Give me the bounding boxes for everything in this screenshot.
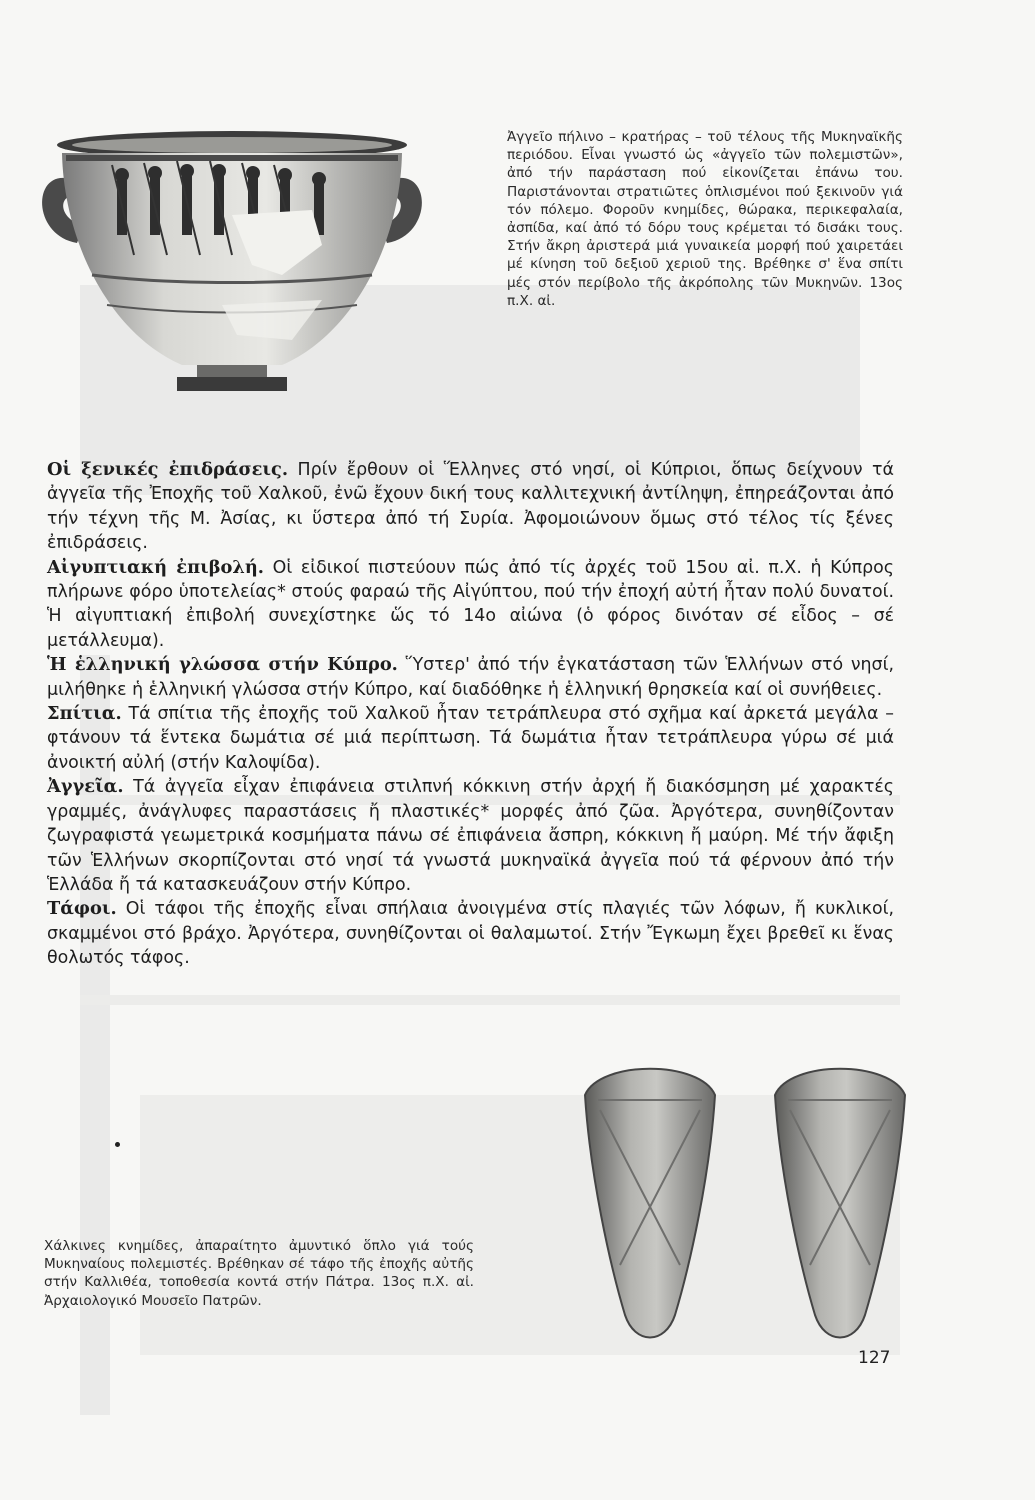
- section-houses: [47, 702, 894, 775]
- warrior-vase-photo: [22, 125, 442, 405]
- greaves-caption-text: Χάλκινες κνημίδες, ἀπαραίτητο ἀμυντικό ὅπλο γιά τούς Μυκηναίους πολεμιστές. Βρέθηκαν σέ τάφο τῆς ἐποχῆς αὐτῆς στήν Καλλιθέα, τοποθεσία κοντά στήν Πάτρα. 13ος π.Χ. αἰ. Ἀρχαιολογικό Μουσεῖο Πατρῶν.: [44, 1238, 474, 1309]
- section-egyptian-rule: [47, 556, 894, 654]
- section-heading: Ἡ ἑλληνική γλώσσα στήν Κύπρο.: [47, 654, 398, 676]
- section-text: Οἱ εἰδικοί πιστεύουν πώς ἀπό τίς ἀρχές τοῦ 15ου αἰ. π.Χ. ἡ Κύπρος πλήρωνε φόρο ὑποτελείας* στούς φαραώ τῆς Αἰγύπτου, πού τήν ἐποχή αὐτή ἦταν πολύ δυνατοί. Ἡ αἰγυπτιακή ἐπιβολή συνεχίστηκε ὥς τό 14ο αἰώνα (ὁ φόρος δινόταν σέ εἶδος – σέ μετάλλευμα).: [47, 557, 894, 651]
- bronze-greaves-photo: [570, 1055, 910, 1355]
- section-text: Τά σπίτια τῆς ἐποχῆς τοῦ Χαλκοῦ ἦταν τετράπλευρα στό σχῆμα καί ἀρκετά μεγάλα – φτάνουν τά ἕντεκα δωμάτια σέ μιά περίπτωση. Τά δωμάτια ἦταν τετράπλευρα γύρω σέ μιά ἀνοικτή αὐλή (στήν Καλοψίδα).: [47, 704, 894, 773]
- section-text: Ὕστερ' ἀπό τήν ἐγκατάσταση τῶν Ἑλλήνων στό νησί, μιλήθηκε ἡ ἑλληνική γλώσσα στήν Κύπρο, καί διαδόθηκε ἡ ἑλληνική θρησκεία καί οἱ συνήθειες.: [47, 655, 894, 700]
- section-heading: Σπίτια.: [47, 703, 122, 725]
- section-foreign-influences: [47, 458, 894, 556]
- section-text: Πρίν ἔρθουν οἱ Ἕλληνες στό νησί, οἱ Κύπριοι, ὅπως δείχνουν τά ἀγγεῖα τῆς Ἐποχῆς τοῦ Χαλκοῦ, ἐνῶ ἔχουν δική τους καλλιτεχνική ἀντίληψη, ἐπηρεάζονται ἀπό τήν τέχνη τῆς Μ. Ἀσίας, κι ὕστερα ἀπό τή Συρία. Ἀφομοιώνουν ὅμως στό τέλος τίς ξένες ἐπιδράσεις.: [47, 460, 894, 554]
- section-text: Τά ἀγγεῖα εἶχαν ἐπιφάνεια στιλπνή κόκκινη στήν ἀρχή ἤ διακόσμηση μέ χαρακτές γραμμές, ἀνάγλυφες παραστάσεις ἤ πλαστικές* μορφές ἀπό ζῶα. Ἀργότερα, συνηθίζονταν ζωγραφιστά γεωμετρικά κοσμήματα πάνω σέ ἐπιφάνεια ἄσπρη, κόκκινη ἤ μαύρη. Μέ τήν ἄφιξη τῶν Ἑλλήνων σκορπίζονται στό νησί τά γνωστά μυκηναϊκά ἀγγεῖα πού τά φέρνουν ἀπό τήν Ἑλλάδα ἤ τά κατασκευάζουν στήν Κύπρο.: [47, 777, 894, 895]
- section-heading: Ἀγγεῖα.: [47, 776, 124, 798]
- section-heading: Τάφοι.: [47, 898, 117, 920]
- greaves-caption: [44, 1237, 474, 1310]
- section-vessels: [47, 775, 894, 897]
- stray-dot: [115, 1142, 120, 1147]
- section-text: Οἱ τάφοι τῆς ἐποχῆς εἶναι σπήλαια ἀνοιγμένα στίς πλαγιές τῶν λόφων, ἤ κυκλικοί, σκαμμένοι στό βράχο. Ἀργότερα, συνηθίζονται οἱ θαλαμωτοί. Στήν Ἔγκωμη ἔχει βρεθεῖ κι ἕνας θολωτός τάφος.: [47, 899, 894, 969]
- section-heading: Οἱ ξενικές ἐπιδράσεις.: [47, 459, 289, 480]
- vase-caption: [507, 128, 903, 310]
- main-text: [47, 458, 894, 971]
- greave-left: [585, 1069, 715, 1338]
- greave-right: [775, 1069, 905, 1338]
- page-number: 127: [858, 1348, 891, 1368]
- section-greek-language: [47, 653, 894, 702]
- section-tombs: [47, 897, 894, 970]
- section-heading: Αἰγυπτιακή ἐπιβολή.: [47, 556, 264, 578]
- vase-caption-text: Ἀγγεῖο πήλινο – κρατήρας – τοῦ τέλους τῆς Μυκηναϊκῆς περιόδου. Εἶναι γνωστό ὡς «ἀγγεῖο τῶν πολεμιστῶν», ἀπό τήν παράσταση πού εἰκονίζεται ἐπάνω του. Παριστάνονται στρατιῶτες ὁπλισμένοι πού ξεκινοῦν γιά τόν πόλεμο. Φοροῦν κνημίδες, θώρακα, περικεφαλαία, ἀσπίδα, καί ἀπό τό δόρυ τους κρέμεται τό δισάκι τους. Στήν ἄκρη ἀριστερά μιά γυναικεία μορφή πού χαιρετάει μέ κίνηση τοῦ δεξιοῦ χεριοῦ της. Βρέθηκε σ' ἕνα σπίτι μές στόν περίβολο τῆς ἀκρόπολης τῶν Μυκηνῶν. 13ος π.Χ. αἰ.: [507, 129, 903, 309]
